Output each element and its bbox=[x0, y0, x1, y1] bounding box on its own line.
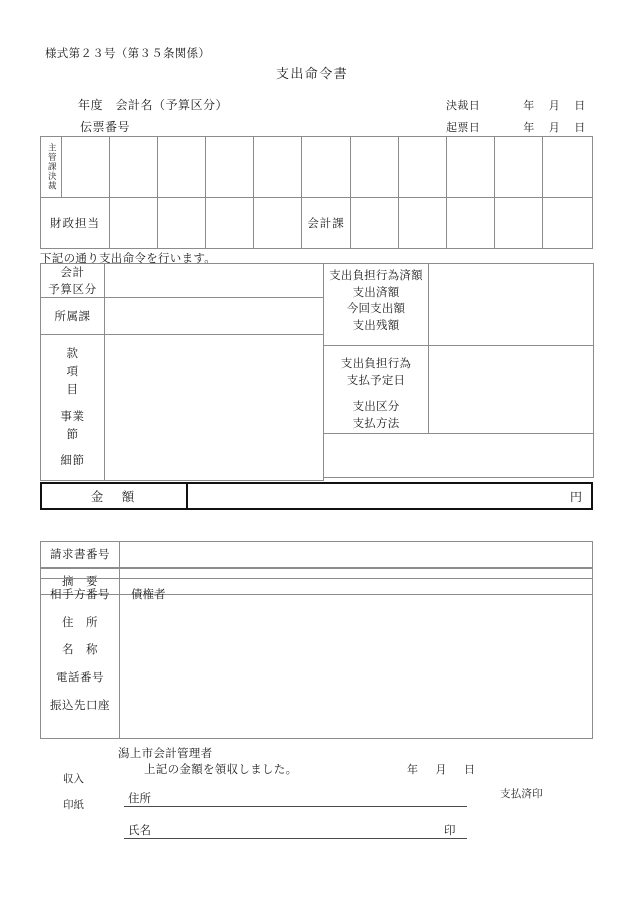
amount-unit: 円 bbox=[569, 489, 582, 504]
receipt-month-unit: 月 bbox=[435, 763, 447, 776]
receipt-seal-mark: 印 bbox=[444, 823, 456, 837]
draft-date-label: 起票日 bbox=[446, 121, 481, 134]
draft-day-unit: 日 bbox=[574, 121, 586, 134]
label-payment-method: 支払方法 bbox=[352, 416, 400, 431]
receipt-day-unit: 日 bbox=[464, 763, 475, 776]
form-number: 様式第２３号（第３５条関係） bbox=[45, 46, 211, 60]
budget-label-moku: 目 bbox=[66, 381, 79, 396]
slip-number-label: 伝票番号 bbox=[80, 120, 131, 134]
label-counterparty-number: 相手方番号 bbox=[50, 587, 110, 601]
budget-label-setsu: 節 bbox=[66, 426, 79, 441]
label-obligated-amount: 支出負担行為済額 bbox=[329, 268, 423, 282]
approval-date-label: 決裁日 bbox=[446, 99, 481, 112]
label-scheduled-payment-date: 支払予定日 bbox=[346, 372, 406, 387]
bill-number-label: 請求書番号 bbox=[41, 542, 120, 568]
revenue-stamp-label-line2: 印紙 bbox=[63, 799, 84, 811]
amount-label: 金 額 bbox=[42, 484, 188, 508]
order-statement: 下記の通り支出命令を行います。 bbox=[40, 251, 217, 265]
receipt-address-line[interactable] bbox=[124, 806, 467, 807]
label-obligation-act: 支出負担行為 bbox=[340, 356, 412, 370]
label-phone-number: 電話番号 bbox=[56, 670, 104, 685]
approval-day-unit: 日 bbox=[574, 99, 586, 112]
draft-year-unit: 年 bbox=[523, 121, 535, 134]
department-label: 所属課 bbox=[41, 298, 105, 335]
label-expenditure-category: 支出区分 bbox=[352, 399, 400, 414]
summary-label: 摘 要 bbox=[41, 569, 120, 595]
receipt-acknowledgement-text: 上記の金額を領収しました。 bbox=[144, 762, 298, 776]
receipt-name-line[interactable] bbox=[124, 838, 467, 839]
revenue-stamp-label-line1: 収入 bbox=[63, 773, 84, 785]
receipt-date-fields bbox=[400, 761, 482, 777]
budget-label-kan: 款 bbox=[66, 346, 79, 361]
document-title: 支出命令書 bbox=[276, 67, 349, 82]
label-current-amount: 今回支出額 bbox=[346, 301, 406, 316]
receipt-address-label: 住所 bbox=[128, 791, 151, 805]
draft-month-unit: 月 bbox=[548, 121, 560, 134]
accounting-manager-label: 潟上市会計管理者 bbox=[118, 746, 213, 760]
accounting-division-label: 会計課 bbox=[302, 198, 350, 249]
receipt-year-unit: 年 bbox=[407, 763, 418, 776]
paid-stamp-label: 支払済印 bbox=[500, 788, 543, 800]
approval-year-unit: 年 bbox=[523, 99, 535, 112]
creditor-heading: 債権者 bbox=[131, 587, 166, 601]
account-label-line1: 会計 bbox=[60, 265, 85, 279]
finance-charge-label: 財政担当 bbox=[41, 198, 110, 249]
approval-month-unit: 月 bbox=[548, 99, 560, 112]
label-name: 名 称 bbox=[62, 642, 98, 657]
label-bank-account: 振込先口座 bbox=[50, 697, 110, 712]
fiscal-year-account-line: 年度 会計名（予算区分） bbox=[78, 98, 229, 112]
label-remaining-amount: 支出残額 bbox=[352, 318, 400, 333]
budget-label-saisetsu: 細節 bbox=[60, 453, 85, 468]
budget-label-ko: 項 bbox=[66, 364, 79, 379]
account-label-line2: 予算区分 bbox=[48, 281, 97, 296]
label-address: 住 所 bbox=[62, 614, 98, 629]
supervising-section-approval-label: 主管課決裁 bbox=[41, 137, 62, 198]
receipt-name-label: 氏名 bbox=[128, 823, 151, 837]
label-paid-amount: 支出済額 bbox=[352, 284, 400, 299]
budget-label-jigyo: 事業 bbox=[60, 408, 85, 423]
